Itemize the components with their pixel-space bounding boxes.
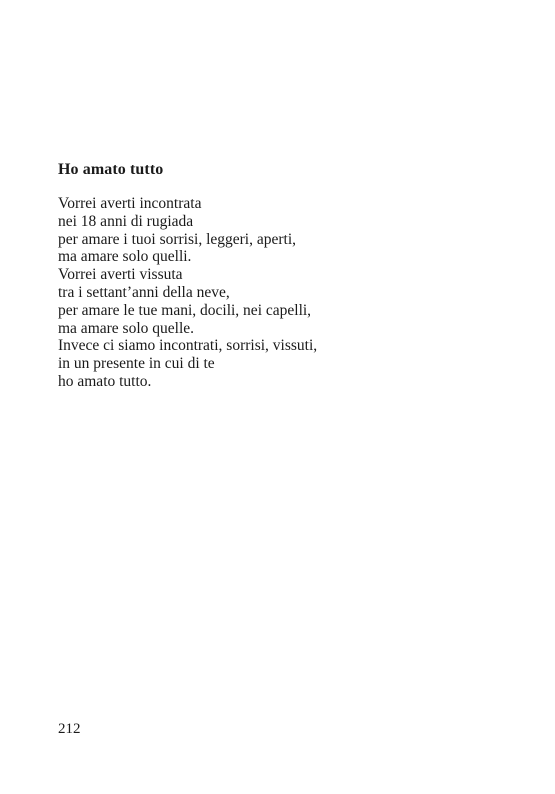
poem-line: in un presente in cui di te (58, 355, 215, 373)
poem-line: per amare le tue mani, docili, nei capelli, (58, 301, 312, 319)
poem-line: per amare i tuoi sorrisi, leggeri, aperti, (58, 230, 297, 248)
page-number: 212 (58, 721, 81, 737)
poem-line: Vorrei averti incontrata (58, 195, 202, 212)
poem-title: Ho amato tutto (58, 161, 164, 178)
poem-line: Vorrei averti vissuta (58, 266, 183, 284)
poem-line: ho amato tutto. (58, 372, 152, 390)
poem-line: tra i settant’anni della neve, (58, 283, 230, 301)
poem-body (58, 195, 317, 391)
poem-line: Invece ci siamo incontrati, sorrisi, vissuti, (58, 337, 318, 355)
poem-line: ma amare solo quelli. (58, 248, 192, 266)
poem-line: nei 18 anni di rugiada (58, 212, 194, 230)
poem-line: ma amare solo quelle. (58, 319, 195, 337)
